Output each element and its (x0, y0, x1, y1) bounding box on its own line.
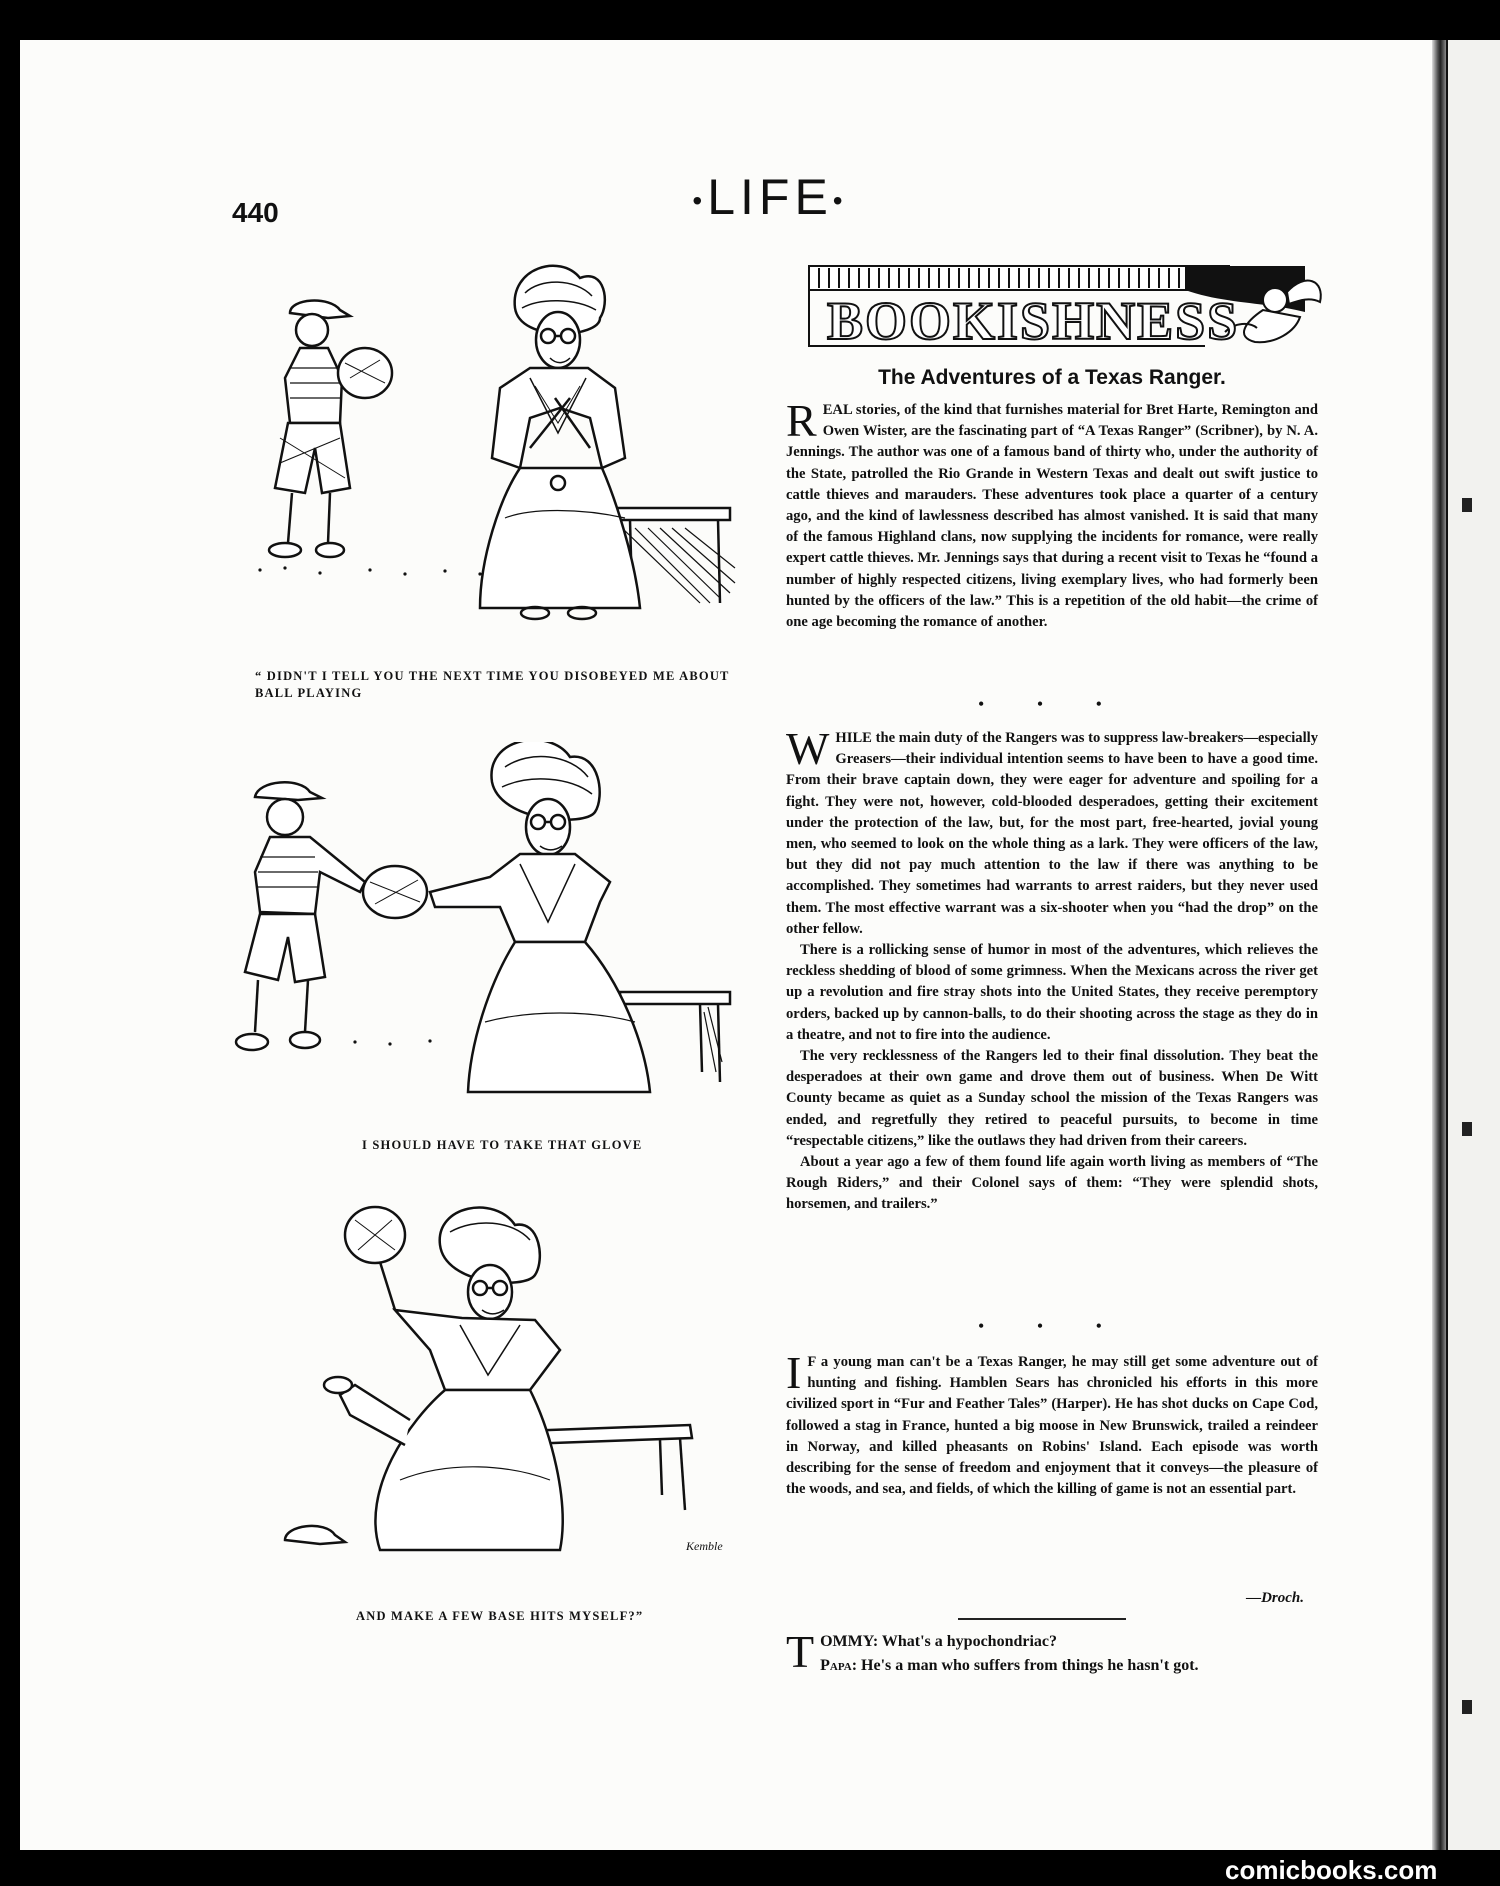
boy-and-grandmother-drawing (230, 258, 750, 638)
illustration-1 (230, 258, 750, 638)
grandmother-takes-glove-drawing (230, 742, 750, 1112)
paragraph: The very recklessness of the Rangers led to their final dissolution. They beat the desperadoes at their own game and drove them out of business. When De Witt County became as quiet as a Sunday school the mission of the Texas Rangers was ended, and regretfully they retired to peaceful pursuits, to become in time “respectable citizens,” like the outlaws they had driven from their careers. (786, 1048, 1318, 1149)
caption-3: AND MAKE A FEW BASE HITS MYSELF?” (356, 1609, 644, 1623)
caption-1: “ DIDN'T I TELL YOU THE NEXT TIME YOU DISOBEYED ME ABOUT BALL PLAYING (255, 669, 730, 700)
paragraph: There is a rollicking sense of humor in most of the adventures, which relieves the reckless shedding of blood of some grimness. When the Mexicans across the river get up a revolution and fire stray shots into the United States, they receive peremptory orders, backed up by cannon-balls, to do their shooting across the stage as they do in a theatre, and not to fire into the audience. (786, 942, 1318, 1043)
paragraph-text: EAL stories, of the kind that furnishes material for Bret Harte, Remington and Owen Wister, are the fascinating part of “A Texas Ranger” (Scribner), by N. A. Jennings. The author was one of a famous band of thirty who, under the authority of the State, patrolled the Rio Grande in Western Texas and dealt out swift justice to cattle thieves and marauders. These adventures took place a quarter of a century ago, and the kind of lawlessness described has almost vanished. It is said that many of the famous Highland clans, now supplying the incidents for romance, were really expert cattle thieves. Mr. Jennings says that during a recent visit to Texas he “found a number of highly respected citizens, living exemplary lives, who had formerly been hunted by the officers of the law.” This is a repetition of the old habit—the crime of one age becoming the romance of another. (786, 402, 1318, 631)
svg-text:Kemble: Kemble (686, 1539, 723, 1553)
author-signature: —Droch. (1246, 1590, 1304, 1606)
book-spine (1432, 40, 1446, 1850)
caption-2: I SHOULD HAVE TO TAKE THAT GLOVE (362, 1138, 643, 1152)
grandmother-playing-ball-drawing (230, 1190, 750, 1580)
drop-cap: T (786, 1626, 815, 1677)
article-section-2 (786, 723, 1318, 1216)
masthead: •LIFE• (692, 169, 848, 225)
article-section-1 (786, 395, 1318, 633)
article-section-3 (786, 1347, 1318, 1500)
divider-rule (958, 1618, 1126, 1620)
page-number: 440 (232, 197, 279, 228)
paragraph (786, 723, 1318, 940)
joke-speaker: Papa (820, 1657, 852, 1674)
article-headline: The Adventures of a Texas Ranger. (878, 366, 1226, 389)
section-separator: • • • (978, 1316, 1126, 1336)
banner-title: BOOKISHNESS (827, 291, 1240, 351)
adjacent-page-edge (1446, 40, 1500, 1850)
watermark: comicbooks.com (1225, 1855, 1438, 1885)
section-separator: • • • (978, 694, 1126, 714)
joke-line-2: : He's a man who suffers from things he hasn't got. (851, 1657, 1199, 1674)
masthead-title: LIFE (707, 169, 833, 225)
paragraph-text: F a young man can't be a Texas Ranger, he may still get some adventure out of hunting and fishing. Hamblen Sears has chronicled his efforts in this more civilized sport in “Fur and Feather Tales” (Harper). He has shot ducks on Cape Cod, followed a stag in France, hunted a big moose in New Brunswick, trailed a reindeer in Norway, and killed pheasants on Robins' Island. Each episode was worth describing for the sense of freedom and enjoyment that it conveys—the pleasure of the woods, and sea, and fields, of which the killing of game is not an essential part. (786, 1354, 1318, 1498)
paragraph (786, 395, 1318, 633)
joke-dialogue (786, 1626, 1318, 1678)
drop-cap: R (786, 395, 817, 446)
joke-line-1: OMMY: What's a hypochondriac? (820, 1633, 1058, 1650)
drop-cap: I (786, 1347, 802, 1398)
drop-cap: W (786, 723, 830, 774)
illustration-3 (230, 1190, 750, 1580)
paragraph: About a year ago a few of them found life again worth living as members of “The Rough Riders,” and their Colonel says of them: “They were splendid shots, horsemen, and trailers.” (786, 1154, 1318, 1213)
illustration-2 (230, 742, 750, 1112)
paragraph-text: HILE the main duty of the Rangers was to suppress law-breakers—especially Greasers—their individual intention seems to have been to have a good time. From their brave captain down, they were eager for adventure and spoiling for a fight. They were not, however, cold-blooded desperadoes, getting their excitement under the protection of the law, but, for the most part, free-hearted, jovial young men, who seemed to look on the whole thing as a lark. They were officers of the law, but they did not pay much attention to the law if there was anything to be accomplished. They sometimes had warrants to arrest raiders, but they never used them. The most effective warrant was a six-shooter when you “had the drop” on the other fellow. (786, 730, 1318, 937)
bookishness-banner (805, 262, 1345, 352)
paragraph (786, 1347, 1318, 1500)
